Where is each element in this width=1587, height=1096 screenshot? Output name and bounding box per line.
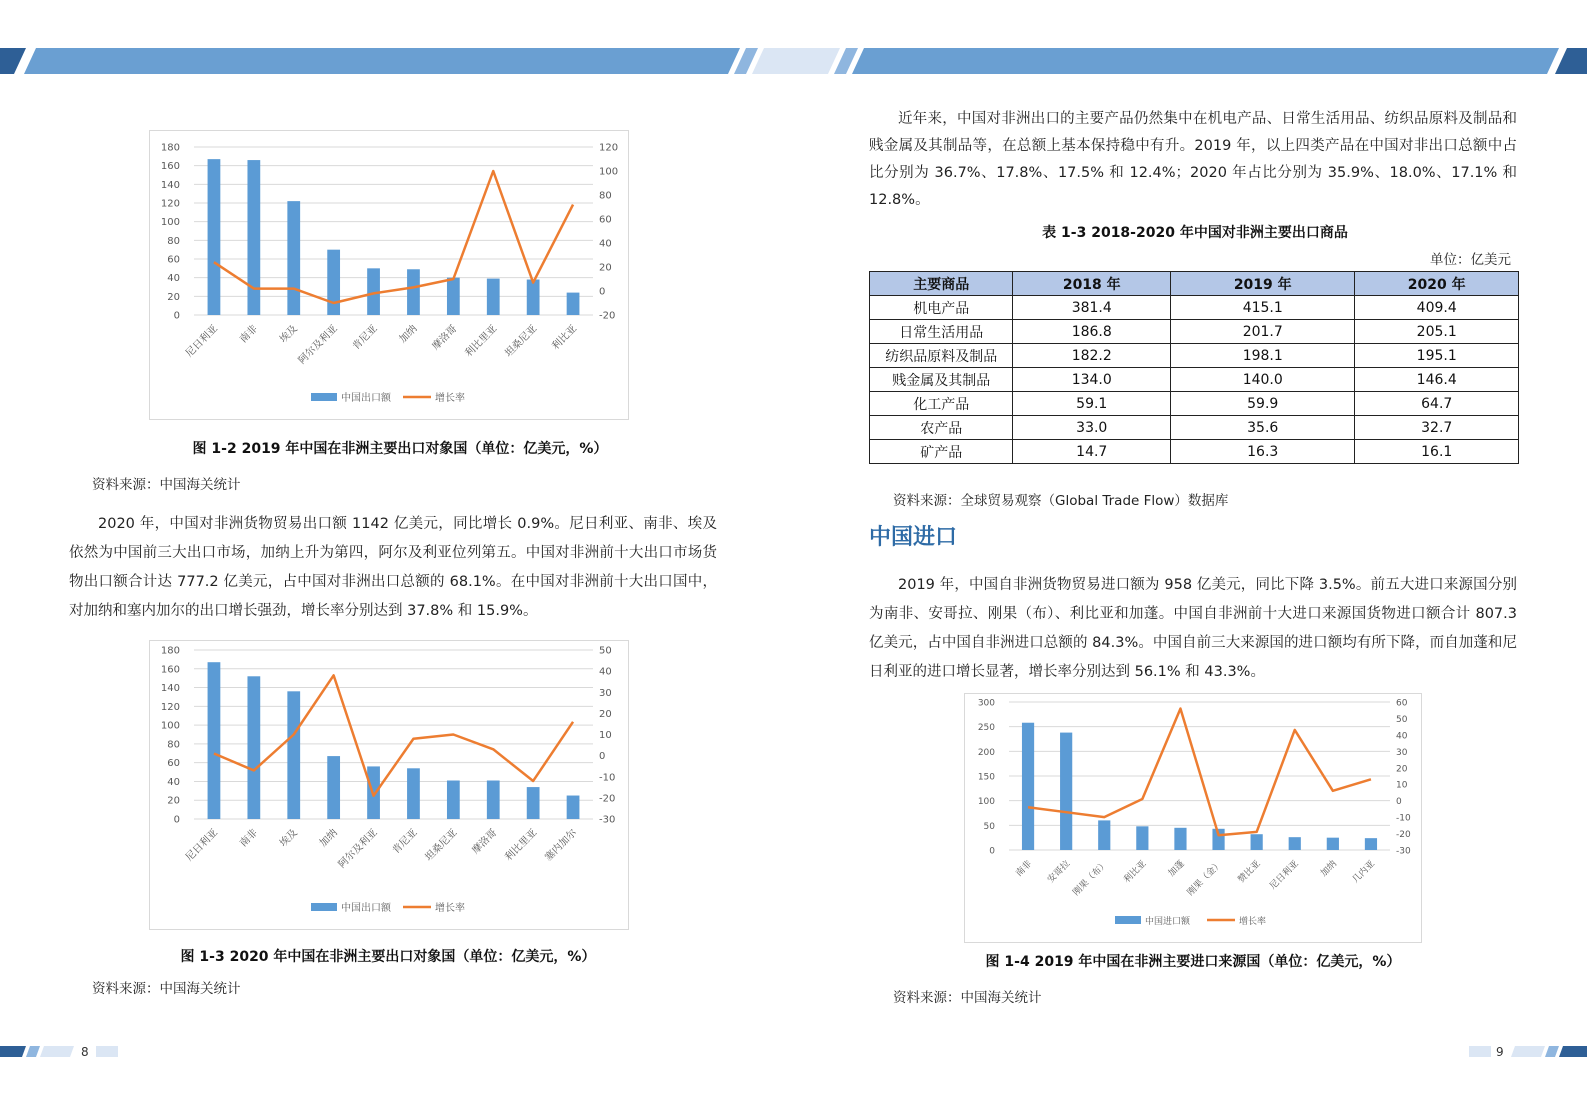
table-cell-value: 182.2 <box>1013 344 1171 368</box>
y-tick-label: 160 <box>160 161 180 173</box>
bar <box>327 756 340 819</box>
y2-tick-label: 120 <box>599 142 619 154</box>
table-row <box>870 320 1519 344</box>
fig3-source: 资料来源：中国海关统计 <box>92 981 241 997</box>
table-cell-value: 205.1 <box>1355 320 1519 344</box>
bar <box>1251 834 1263 850</box>
x-tick-label: 坦桑尼亚 <box>503 323 540 360</box>
page-number-left: 8 <box>81 1045 89 1059</box>
y-tick-label: 20 <box>167 795 180 807</box>
table-cell-goods: 农产品 <box>870 416 1013 440</box>
x-tick-label: 塞内加尔 <box>543 827 580 864</box>
fig3-caption: 图 1-3 2020 年中国在非洲主要出口对象国（单位：亿美元，%） <box>180 949 596 965</box>
y-tick-label: 150 <box>977 772 995 783</box>
x-tick-label: 加纳 <box>317 827 340 850</box>
y-tick-label: 140 <box>160 683 180 695</box>
table-cell-goods: 化工产品 <box>870 392 1013 416</box>
table-unit: 单位：亿美元 <box>1430 252 1511 268</box>
y-tick-label: 300 <box>977 698 995 709</box>
x-tick-label: 南非 <box>238 323 260 346</box>
footer-band-right <box>1467 1046 1587 1058</box>
table-cell-value: 59.9 <box>1171 392 1355 416</box>
table-row <box>870 344 1519 368</box>
y2-tick-label: -20 <box>599 793 616 805</box>
left-paragraph-text: 2020 年，中国对非洲货物贸易出口额 1142 亿美元，同比增长 0.9%。尼日利亚、南非、埃及依然为中国前三大出口市场，加纳上升为第四，阿尔及利亚位列第五。中国对非洲前十大出口市场货物出口额合计达 777.2 亿美元，占中国对非洲出口总额的 68.1%。在中国对非洲前十大出口国中，对加纳和塞内加尔的出口增长强劲，增长率分别达到 37.8% 和 15.9%。 <box>69 516 717 619</box>
bar <box>1289 837 1301 850</box>
header-band <box>0 48 1587 76</box>
table-cell-value: 59.1 <box>1013 392 1171 416</box>
bar <box>447 278 460 315</box>
y-tick-label: 40 <box>167 776 180 788</box>
table-cell-value: 32.7 <box>1355 416 1519 440</box>
bar <box>1060 733 1072 850</box>
x-tick-label: 摩洛哥 <box>430 323 460 353</box>
y-tick-label: 50 <box>983 821 995 832</box>
legend-line-label: 增长率 <box>435 393 465 404</box>
y-tick-label: 40 <box>167 273 180 285</box>
x-tick-label: 埃及 <box>277 323 300 346</box>
bar <box>208 159 221 315</box>
legend-bar-label: 中国出口额 <box>341 393 391 404</box>
y2-tick-label: 30 <box>599 687 612 699</box>
x-tick-label: 加纳 <box>1319 859 1339 879</box>
header-2019: 2019 年 <box>1171 272 1355 296</box>
table-cell-value: 64.7 <box>1355 392 1519 416</box>
table-cell-value: 198.1 <box>1171 344 1355 368</box>
x-tick-label: 加蓬 <box>1166 859 1187 879</box>
y-tick-label: 80 <box>167 235 180 247</box>
y-tick-label: 60 <box>167 254 180 266</box>
table-cell-value: 16.3 <box>1171 440 1355 464</box>
fig4-source: 资料来源：中国海关统计 <box>893 990 1042 1006</box>
bar <box>247 676 260 819</box>
y-tick-label: 100 <box>977 797 995 808</box>
band-left-long <box>24 48 740 74</box>
table-row <box>870 392 1519 416</box>
y2-tick-label: 40 <box>1396 731 1408 742</box>
bar <box>287 691 300 819</box>
fig2-caption: 图 1-2 2019 年中国在非洲主要出口对象国（单位：亿美元，%） <box>192 441 608 457</box>
y2-tick-label: 40 <box>599 238 612 250</box>
y-tick-label: 0 <box>173 814 180 826</box>
y2-tick-label: 10 <box>1396 780 1408 791</box>
x-tick-label: 加纳 <box>397 323 420 346</box>
x-tick-label: 尼日利亚 <box>1268 859 1301 892</box>
bar <box>567 293 580 315</box>
x-tick-label: 安哥拉 <box>1046 859 1073 886</box>
right-paragraph-1 <box>869 106 1517 214</box>
y-tick-label: 160 <box>160 664 180 676</box>
bar <box>1022 723 1034 850</box>
bar <box>447 781 460 819</box>
y2-tick-label: -10 <box>1396 813 1411 824</box>
page-number-right: 9 <box>1496 1045 1504 1059</box>
right-paragraph-1-text: 近年来，中国对非洲出口的主要产品仍然集中在机电产品、日常生活用品、纺织品原料及制品和贱金属及其制品等，在总额上基本保持稳中有升。2019 年，以上四类产品在中国对非出口总额中占比分别为 36.7%、17.8%、17.5% 和 12.4%；2020 年占比分别为 35.9%、18.0%、17.1% 和 12.8%。 <box>869 111 1517 208</box>
bar <box>1174 828 1186 850</box>
x-tick-label: 几内亚 <box>1350 859 1378 886</box>
y2-tick-label: -20 <box>599 310 616 322</box>
y-tick-label: 200 <box>977 747 995 758</box>
y2-tick-label: -20 <box>1396 830 1411 841</box>
x-tick-label: 肯尼亚 <box>350 323 380 353</box>
table-cell-goods: 日常生活用品 <box>870 320 1013 344</box>
right-paragraph-2 <box>869 571 1517 687</box>
y-tick-label: 100 <box>160 720 180 732</box>
x-tick-label: 阿尔及利亚 <box>296 323 340 367</box>
left-paragraph <box>69 510 717 626</box>
bar <box>208 662 221 819</box>
y-tick-label: 120 <box>160 198 180 210</box>
table-cell-value: 140.0 <box>1171 368 1355 392</box>
header-goods: 主要商品 <box>870 272 1013 296</box>
x-tick-label: 刚果（布） <box>1071 859 1111 898</box>
bar <box>1327 838 1339 850</box>
x-tick-label: 南非 <box>238 827 260 850</box>
export-goods-table <box>869 271 1519 464</box>
y-tick-label: 80 <box>167 739 180 751</box>
x-tick-label: 利比里亚 <box>463 323 500 360</box>
bar <box>487 279 500 315</box>
bar <box>407 269 420 315</box>
bar <box>1365 838 1377 850</box>
y2-tick-label: 10 <box>599 730 612 741</box>
y2-tick-label: 0 <box>599 751 606 763</box>
footer-band-left <box>0 1046 120 1058</box>
header-2018: 2018 年 <box>1013 272 1171 296</box>
growth-rate-line <box>1028 709 1371 836</box>
table-cell-value: 195.1 <box>1355 344 1519 368</box>
y2-tick-label: 0 <box>599 286 606 298</box>
y2-tick-label: 0 <box>1396 797 1402 808</box>
band-mid-2 <box>752 48 840 74</box>
y2-tick-label: 80 <box>599 190 612 202</box>
section-title-import: 中国进口 <box>869 525 958 550</box>
band-left-block <box>0 48 26 74</box>
table-cell-value: 134.0 <box>1013 368 1171 392</box>
fig2-source: 资料来源：中国海关统计 <box>92 477 241 493</box>
growth-rate-line <box>214 171 573 303</box>
table-cell-value: 201.7 <box>1171 320 1355 344</box>
y-tick-label: 140 <box>160 179 180 191</box>
y-tick-label: 60 <box>167 758 180 770</box>
x-tick-label: 埃及 <box>277 827 300 850</box>
table-header-row <box>870 272 1519 296</box>
legend-line-label: 增长率 <box>1239 917 1267 927</box>
x-tick-label: 摩洛哥 <box>470 827 500 857</box>
y-tick-label: 180 <box>160 142 180 154</box>
y2-tick-label: 50 <box>1396 714 1408 725</box>
y2-tick-label: 20 <box>599 262 612 274</box>
table-row <box>870 296 1519 320</box>
y2-tick-label: -10 <box>599 772 616 784</box>
table-cell-goods: 贱金属及其制品 <box>870 368 1013 392</box>
y-tick-label: 120 <box>160 701 180 713</box>
table-cell-goods: 矿产品 <box>870 440 1013 464</box>
y-tick-label: 180 <box>160 645 180 657</box>
y2-tick-label: -30 <box>1396 846 1411 857</box>
right-paragraph-2-text: 2019 年，中国自非洲货物贸易进口额为 958 亿美元，同比下降 3.5%。前五大进口来源国分别为南非、安哥拉、刚果（布）、利比亚和加蓬。中国自非洲前十大进口来源国货物进口额合计 807.3 亿美元，占中国自非洲进口总额的 84.3%。中国自前三大来源国的进口额均有所下降，而自加蓬和尼日利亚的进口增长显著，增长率分别达到 56.1% 和 43.3%。 <box>869 577 1517 680</box>
chart-fig2 <box>149 130 629 420</box>
table-cell-value: 409.4 <box>1355 296 1519 320</box>
x-tick-label: 尼日利亚 <box>184 323 221 360</box>
legend-bar-label: 中国出口额 <box>341 903 391 914</box>
table-row <box>870 416 1519 440</box>
x-tick-label: 尼日利亚 <box>184 827 221 864</box>
y2-tick-label: 50 <box>599 645 612 657</box>
growth-rate-line <box>214 675 573 795</box>
band-right-long <box>852 48 1559 74</box>
y2-tick-label: -30 <box>599 814 616 826</box>
table-cell-value: 146.4 <box>1355 368 1519 392</box>
legend-bar-swatch <box>311 903 337 911</box>
table-title: 表 1-3 2018-2020 年中国对非洲主要出口商品 <box>1042 225 1348 241</box>
table-cell-value: 33.0 <box>1013 416 1171 440</box>
x-tick-label: 南非 <box>1014 859 1035 879</box>
table-row <box>870 440 1519 464</box>
table-cell-goods: 纺织品原料及制品 <box>870 344 1013 368</box>
bar <box>527 787 540 819</box>
x-tick-label: 阿尔及利亚 <box>336 827 380 871</box>
y2-tick-label: 40 <box>599 666 612 678</box>
table-cell-value: 186.8 <box>1013 320 1171 344</box>
table-row <box>870 368 1519 392</box>
fig4-caption: 图 1-4 2019 年中国在非洲主要进口来源国（单位：亿美元，%） <box>985 954 1401 970</box>
x-tick-label: 赞比亚 <box>1236 859 1263 886</box>
y-tick-label: 100 <box>160 217 180 229</box>
table-cell-value: 381.4 <box>1013 296 1171 320</box>
bar <box>1136 826 1148 850</box>
y2-tick-label: 60 <box>1396 698 1408 709</box>
y-tick-label: 250 <box>977 723 995 734</box>
x-tick-label: 利比里亚 <box>503 827 540 864</box>
table-cell-goods: 机电产品 <box>870 296 1013 320</box>
chart-fig3 <box>149 640 629 930</box>
bar <box>527 280 540 315</box>
legend-line-label: 增长率 <box>435 903 465 914</box>
bar <box>407 768 420 819</box>
table-cell-value: 415.1 <box>1171 296 1355 320</box>
table-cell-value: 16.1 <box>1355 440 1519 464</box>
y-tick-label: 20 <box>167 291 180 303</box>
x-tick-label: 利比亚 <box>550 323 580 353</box>
x-tick-label: 利比亚 <box>1122 859 1149 886</box>
bar <box>327 250 340 315</box>
bar <box>247 160 260 315</box>
header-2020: 2020 年 <box>1355 272 1519 296</box>
legend-bar-label: 中国进口额 <box>1145 917 1191 927</box>
table-cell-value: 14.7 <box>1013 440 1171 464</box>
y2-tick-label: 60 <box>599 214 612 226</box>
table-cell-value: 35.6 <box>1171 416 1355 440</box>
bar <box>287 201 300 315</box>
y2-tick-label: 20 <box>599 708 612 720</box>
x-tick-label: 坦桑尼亚 <box>423 827 460 864</box>
x-tick-label: 刚果（金） <box>1185 859 1225 898</box>
y2-tick-label: 100 <box>599 166 619 178</box>
y2-tick-label: 30 <box>1396 747 1408 758</box>
table-source: 资料来源：全球贸易观察（Global Trade Flow）数据库 <box>893 493 1229 509</box>
x-tick-label: 肯尼亚 <box>390 827 420 857</box>
y-tick-label: 0 <box>173 310 180 322</box>
bar <box>487 781 500 819</box>
chart-fig4 <box>964 693 1422 943</box>
y2-tick-label: 20 <box>1396 764 1408 775</box>
legend-bar-swatch <box>1115 916 1141 924</box>
y-tick-label: 0 <box>989 846 995 857</box>
bar <box>1098 820 1110 850</box>
legend-bar-swatch <box>311 393 337 401</box>
band-right-block <box>1555 48 1587 74</box>
bar <box>567 796 580 819</box>
